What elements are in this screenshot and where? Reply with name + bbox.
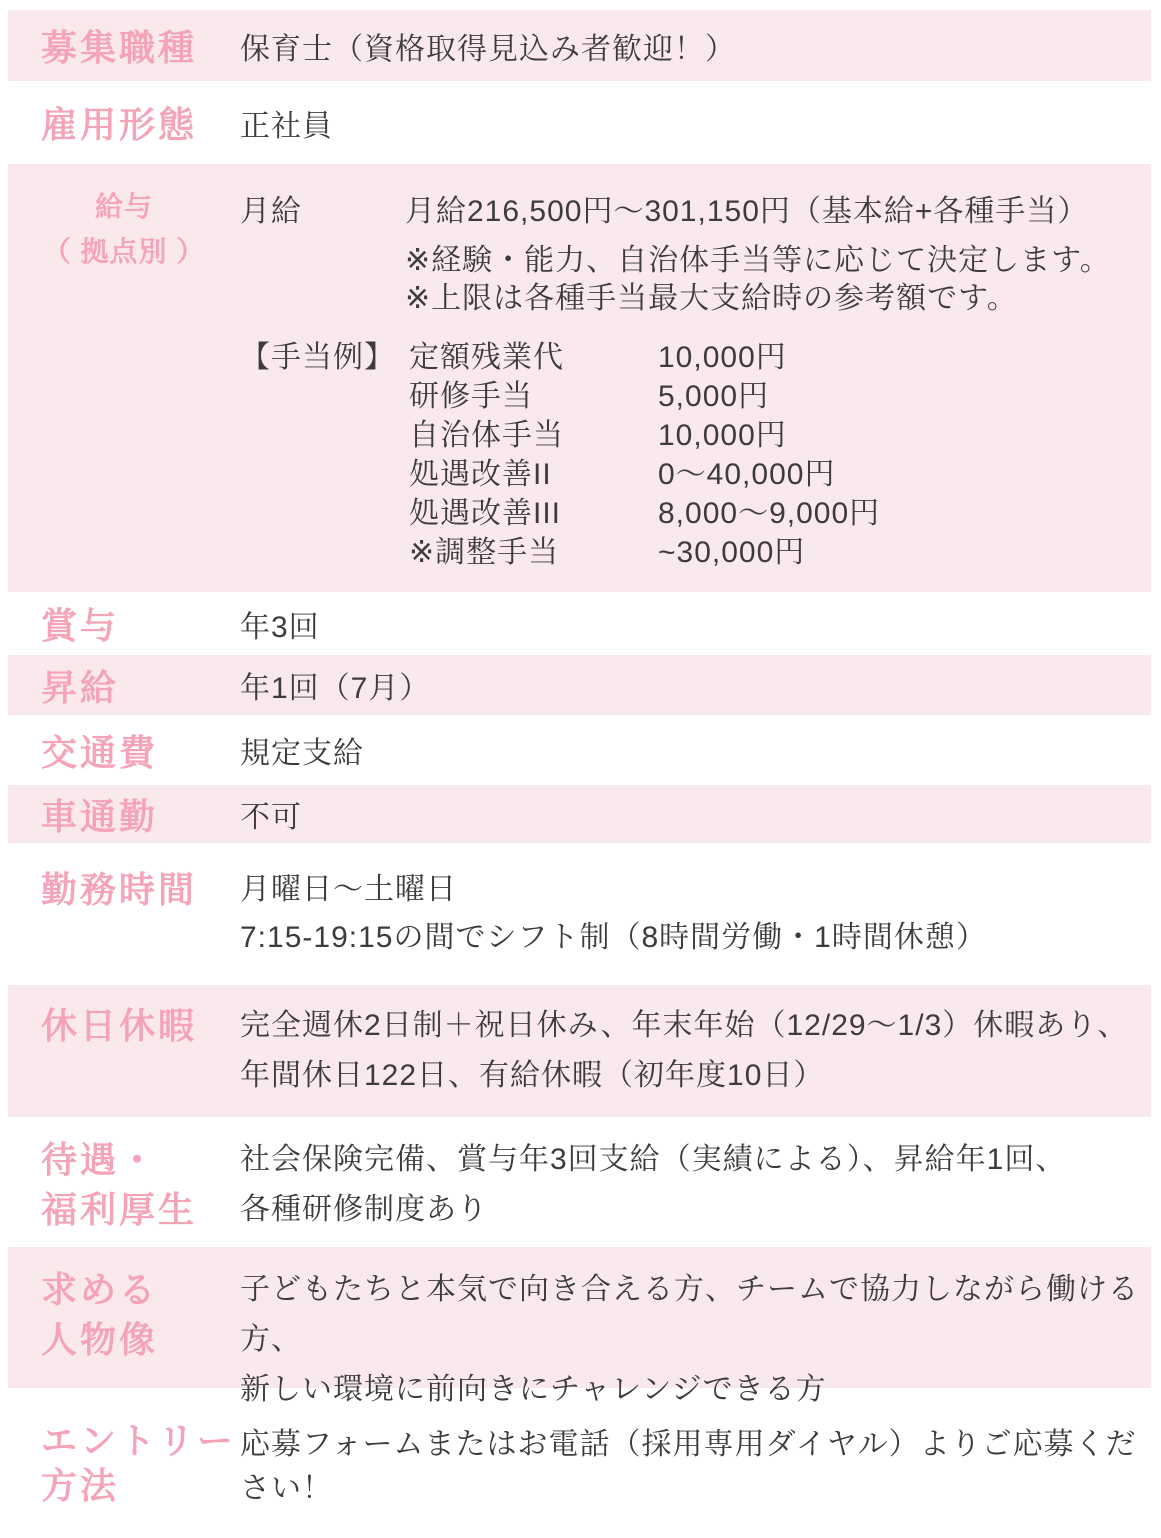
job-details-table	[8, 10, 1151, 1538]
row-label: 交通費	[41, 731, 159, 773]
allowance-row	[409, 416, 1151, 455]
row-value: 不可	[240, 801, 302, 834]
row-value	[240, 866, 1151, 962]
salary-label-line2: （ 拠点別 ）	[42, 236, 206, 267]
allowance-name: ※調整手当	[409, 536, 560, 569]
allowance-name: 自治体手当	[409, 419, 564, 452]
allowance-name: 研修手当	[409, 380, 533, 413]
row-holidays	[8, 985, 1151, 1117]
salary-monthly-label: 月給	[240, 195, 302, 228]
row-raise	[8, 655, 1151, 715]
row-label	[8, 1265, 240, 1365]
ideal-person-line2: 新しい環境に前向きにチャレンジできる方	[240, 1373, 827, 1406]
row-label	[8, 1418, 240, 1508]
row-label: 募集職種	[41, 27, 198, 68]
allowance-amount: 8,000～9,000円	[658, 497, 881, 530]
salary-monthly-line	[240, 196, 1151, 228]
row-label: 休日休暇	[41, 1005, 198, 1046]
allowance-row	[409, 494, 1151, 533]
row-label	[8, 1135, 240, 1235]
row-value: 年1回（7月）	[240, 672, 431, 705]
allowance-name: 定額残業代	[409, 341, 564, 374]
salary-monthly-value: 月給216,500円～301,150円（基本給+各種手当）	[405, 195, 1089, 228]
allowance-name: 処遇改善III	[409, 497, 562, 530]
salary-label-line1: 給与	[94, 191, 153, 222]
working-hours-line1: 月曜日～土曜日	[240, 873, 457, 906]
row-working-hours	[8, 843, 1151, 985]
allowance-row	[409, 533, 1151, 572]
row-label: 勤務時間	[41, 869, 198, 910]
allowance-amount: 10,000円	[658, 419, 787, 452]
row-label: 賞与	[41, 605, 120, 646]
row-value: 応募フォームまたはお電話（採用専用ダイヤル）よりご応募ください！	[240, 1428, 1137, 1505]
allowance-row	[409, 455, 1151, 494]
row-value: 保育士（資格取得見込み者歓迎！）	[240, 32, 736, 66]
holidays-line1: 完全週休2日制＋祝日休み、年末年始（12/29～1/3）休暇あり、	[240, 1009, 1129, 1042]
row-value	[240, 1265, 1151, 1415]
allowance-table	[409, 338, 1151, 572]
benefits-label-line1: 待遇・	[41, 1139, 159, 1180]
benefits-label-line2: 福利厚生	[41, 1189, 198, 1230]
allowance-amount: 0～40,000円	[658, 458, 836, 491]
allowance-amount: ~30,000円	[658, 536, 806, 569]
row-value	[240, 1135, 1151, 1235]
salary-content	[240, 164, 1151, 572]
row-value: 規定支給	[240, 737, 364, 770]
row-value	[240, 1001, 1151, 1101]
salary-note-1: ※経験・能力、自治体手当等に応じて決定します。	[405, 244, 1111, 277]
row-salary	[8, 164, 1151, 592]
entry-label-line1: エントリー	[41, 1420, 237, 1461]
allowance-header: 【手当例】	[240, 341, 395, 374]
row-bonus	[8, 592, 1151, 655]
allowance-amount: 10,000円	[658, 341, 787, 374]
benefits-line1: 社会保険完備、賞与年3回支給（実績による）、昇給年1回、	[240, 1143, 1067, 1176]
allowance-block	[240, 338, 1151, 572]
salary-note-2: ※上限は各種手当最大支給時の参考額です。	[405, 282, 1018, 315]
row-label: 車通勤	[41, 795, 159, 837]
row-value: 年3回	[240, 610, 320, 644]
allowance-amount: 5,000円	[658, 380, 770, 413]
row-employment-type	[8, 81, 1151, 164]
row-value: 正社員	[240, 109, 333, 143]
row-recruit-type	[8, 10, 1151, 81]
entry-label-line2: 方法	[41, 1465, 120, 1506]
holidays-line2: 年間休日122日、有給休暇（初年度10日）	[240, 1059, 825, 1092]
allowance-row	[409, 338, 1151, 377]
row-label: 昇給	[41, 666, 120, 708]
ideal-person-label-line2: 人物像	[41, 1319, 159, 1360]
row-benefits	[8, 1117, 1151, 1247]
benefits-line2: 各種研修制度あり	[240, 1193, 488, 1226]
row-car-commute	[8, 785, 1151, 843]
working-hours-line2: 7:15-19:15の間でシフト制（8時間労働・1時間休憩）	[240, 921, 987, 954]
allowance-row	[409, 377, 1151, 416]
row-label: 雇用形態	[41, 104, 198, 145]
salary-notes	[405, 242, 1151, 318]
ideal-person-line1: 子どもたちと本気で向き合える方、チームで協力しながら働ける方、	[240, 1273, 1139, 1356]
row-label	[8, 164, 240, 274]
row-ideal-person	[8, 1247, 1151, 1406]
row-transport	[8, 715, 1151, 785]
allowance-name: 処遇改善II	[409, 458, 552, 491]
ideal-person-label-line1: 求める	[41, 1269, 159, 1310]
